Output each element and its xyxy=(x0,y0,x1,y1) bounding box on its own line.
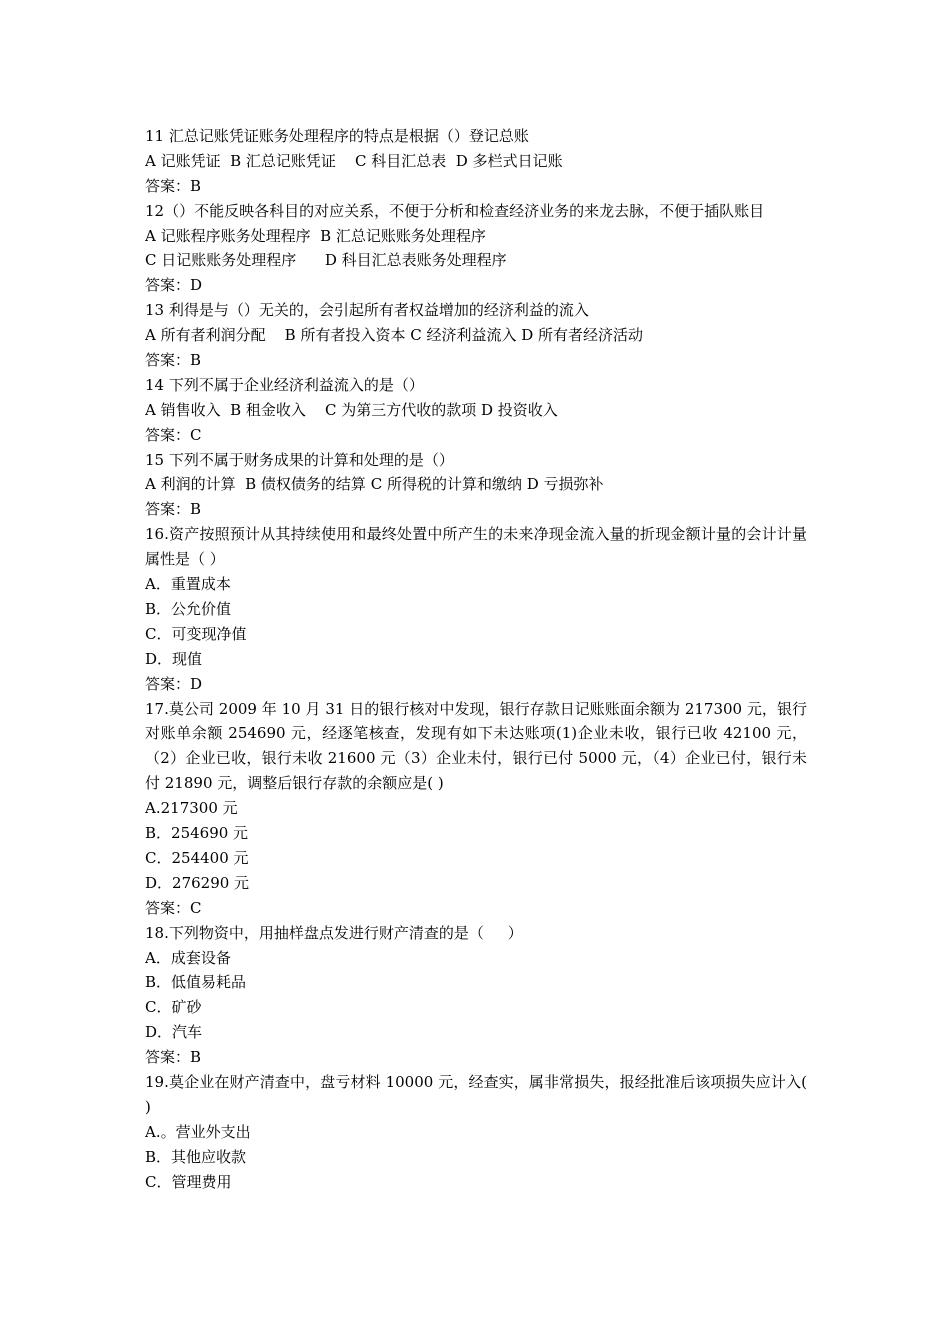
question-text: 17.莫公司 2009 年 10 月 31 日的银行核对中发现，银行存款日记账账面余额为 217300 元，银行对账单余额 254690 元，经逐笔核查，发现有如下未达账项(1)企业未收，银行已收 42100 元，（2）企业已收，银行未收 21600 元（3）企业未付，银行已付 5000 元，（4）企业已付，银行未付 21890 元，调整后银行存款的余额应是( ) xyxy=(145,699,807,793)
answer-line: 答案：B xyxy=(145,1048,202,1067)
option-line: C．矿砂 xyxy=(145,998,202,1017)
question-text: 11 汇总记账凭证账务处理程序的特点是根据（）登记总账 xyxy=(145,127,529,145)
question-text: 12（）不能反映各科目的对应关系，不便于分析和检查经济业务的来龙去脉，不便于插队账目 xyxy=(145,201,765,220)
answer-line: 答案：C xyxy=(145,898,202,917)
answer-line: 答案：B xyxy=(145,351,202,370)
option-line: A.。营业外支出 xyxy=(145,1122,251,1141)
option-line: A.217300 元 xyxy=(145,799,238,818)
option-line: B．低值易耗品 xyxy=(145,973,247,992)
question-text: 16.资产按照预计从其持续使用和最终处置中所产生的未来净现金流入量的折现金额计量的会计计量属性是（ ） xyxy=(145,525,807,569)
option-line: A 销售收入 B 租金收入 C 为第三方代收的款项 D 投资收入 xyxy=(145,400,558,419)
option-line: D．276290 元 xyxy=(145,873,250,892)
document-body xyxy=(145,124,807,1194)
option-line: A 记账凭证 B 汇总记账凭证 C 科目汇总表 D 多栏式日记账 xyxy=(145,151,563,170)
question-text: 18.下列物资中，用抽样盘点发进行财产清查的是（ ） xyxy=(145,923,523,942)
option-line: C．254400 元 xyxy=(145,848,249,867)
question-text: 13 利得是与（）无关的，会引起所有者权益增加的经济利益的流入 xyxy=(145,301,589,320)
option-line: D．现值 xyxy=(145,649,203,668)
option-line: B．254690 元 xyxy=(145,824,249,843)
answer-line: 答案：C xyxy=(145,425,202,444)
option-line: C．可变现净值 xyxy=(145,624,247,643)
option-line: C．管理费用 xyxy=(145,1172,232,1191)
option-line: B．其他应收款 xyxy=(145,1147,247,1166)
answer-line: 答案：B xyxy=(145,500,202,519)
option-line: A 所有者利润分配 B 所有者投入资本 C 经济利益流入 D 所有者经济活动 xyxy=(145,326,644,345)
option-line: A．成套设备 xyxy=(145,948,231,967)
answer-line: 答案：D xyxy=(145,674,203,693)
option-line: D．汽车 xyxy=(145,1023,203,1042)
answer-line: 答案：D xyxy=(145,276,203,295)
option-line: C 日记账账务处理程序 D 科目汇总表账务处理程序 xyxy=(145,251,507,270)
option-line: B．公允价值 xyxy=(145,599,232,618)
answer-line: 答案：B xyxy=(145,176,202,195)
question-text: 14 下列不属于企业经济利益流入的是（） xyxy=(145,375,424,394)
option-line: A．重置成本 xyxy=(145,575,231,594)
question-text: 19.莫企业在财产清查中，盘亏材料 10000 元，经查实，属非常损失，报经批准后该项损失应计入( ) xyxy=(145,1072,807,1116)
question-text: 15 下列不属于财务成果的计算和处理的是（） xyxy=(145,450,454,469)
option-line: A 利润的计算 B 债权债务的结算 C 所得税的计算和缴纳 D 亏损弥补 xyxy=(145,475,604,494)
option-line: A 记账程序账务处理程序 B 汇总记账账务处理程序 xyxy=(145,226,486,245)
